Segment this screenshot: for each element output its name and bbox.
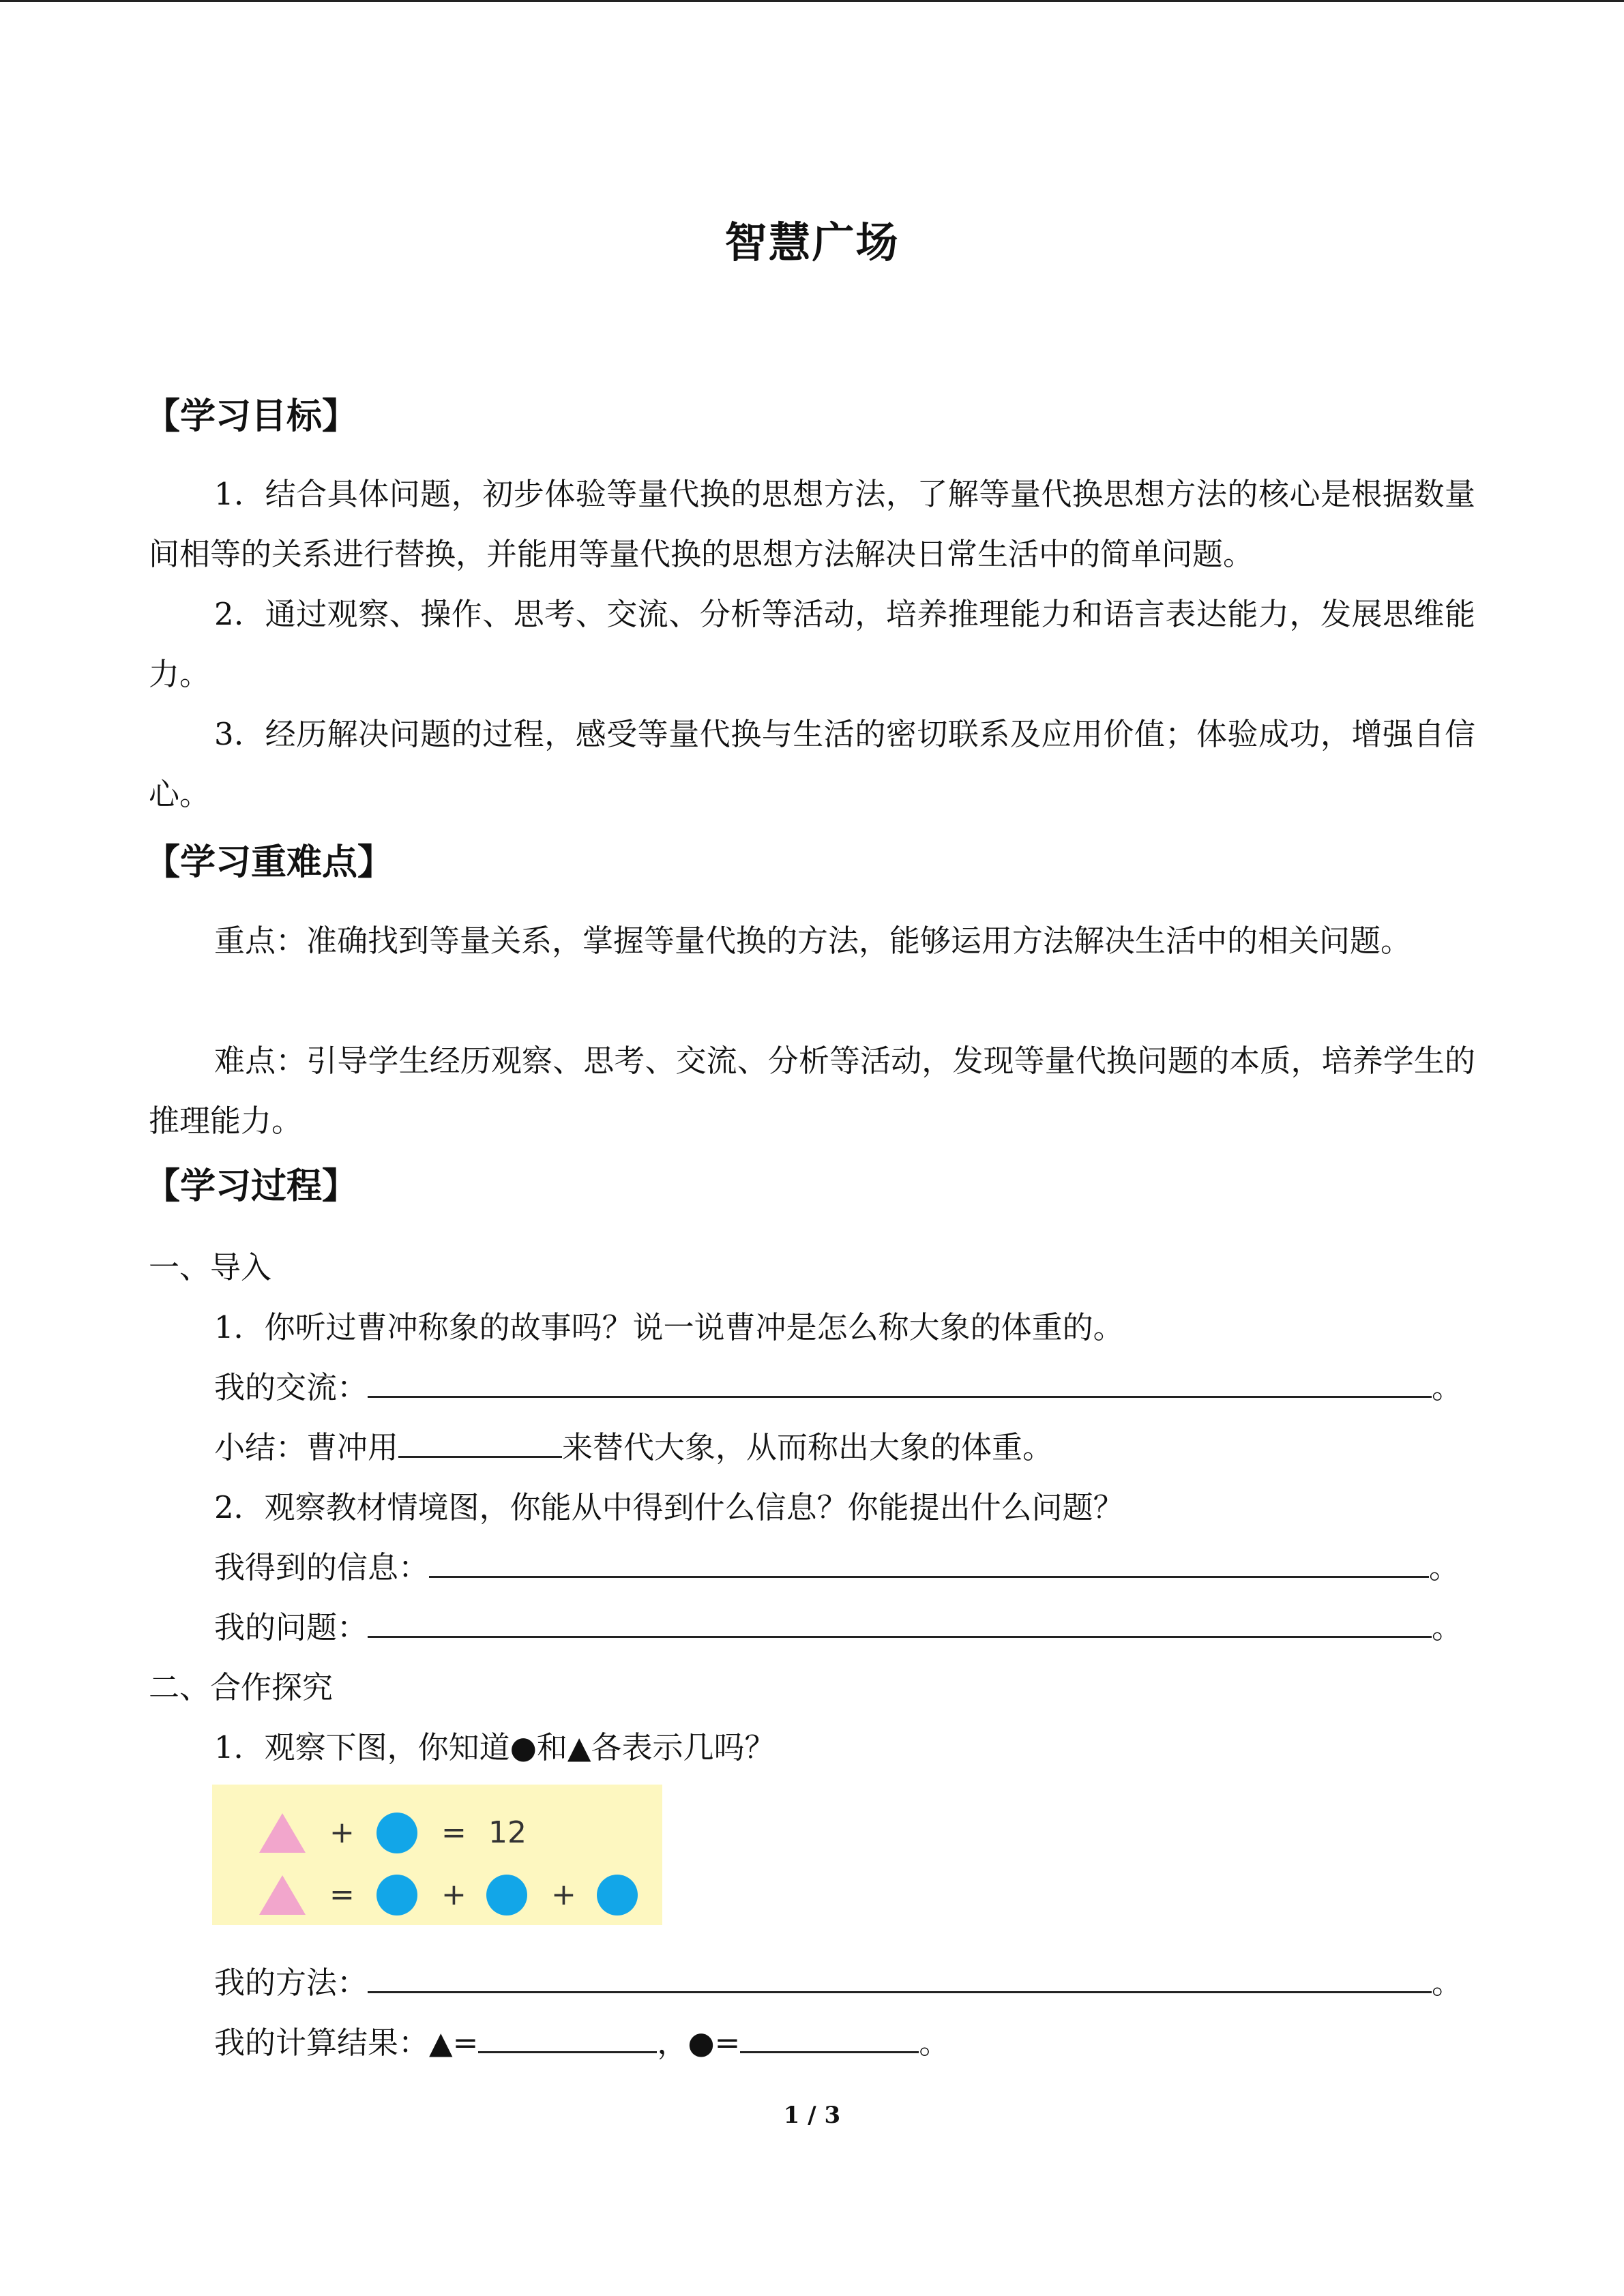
summary-blank[interactable]: [398, 1455, 562, 1458]
my-exchange-blank[interactable]: [368, 1395, 1432, 1398]
period: 。: [1429, 1549, 1460, 1585]
equals-sign: =: [441, 1815, 467, 1850]
equals-sign: =: [329, 1877, 355, 1912]
goal-item-2: 2．通过观察、操作、思考、交流、分析等活动，培养推理能力和语言表达能力，发展思维能力。: [149, 596, 1475, 692]
period: 。: [919, 2025, 950, 2061]
method-line: [214, 1953, 1462, 2013]
part2-heading: 二、合作探究: [149, 1669, 334, 1705]
comma: ，: [657, 2025, 688, 2061]
page-title: 智慧广场: [724, 218, 900, 267]
result-label: 我的计算结果：: [214, 2025, 430, 2061]
triangle-icon: [259, 1813, 306, 1853]
question-blank[interactable]: [368, 1635, 1432, 1638]
circle-blank[interactable]: [740, 2051, 919, 2053]
section-goals-heading: 【学习目标】: [145, 396, 358, 437]
method-blank[interactable]: [368, 1991, 1432, 1993]
circle-icon: [486, 1875, 527, 1915]
period: 。: [1432, 1609, 1463, 1645]
plus-sign: +: [441, 1877, 467, 1912]
goal-item-3: 3．经历解决问题的过程，感受等量代换与生活的密切联系及应用价值；体验成功，增强自信心。: [149, 716, 1475, 812]
part2-question-1: 1．观察下图，你知道●和▲各表示几吗？: [214, 1729, 776, 1765]
info-line: [214, 1538, 1460, 1598]
circle-icon: [377, 1813, 417, 1853]
formula-figure: [212, 1785, 662, 1925]
info-blank[interactable]: [429, 1575, 1429, 1578]
plus-sign: +: [329, 1815, 355, 1850]
my-exchange-label: 我的交流：: [214, 1369, 368, 1405]
triangle-blank[interactable]: [478, 2051, 657, 2053]
difficult-point: 难点：引导学生经历观察、思考、交流、分析等活动，发现等量代换问题的本质，培养学生的推理能力。: [149, 1043, 1475, 1139]
my-exchange-line: [214, 1358, 1462, 1418]
circle-icon: [377, 1875, 417, 1915]
top-border: [0, 0, 1624, 2]
part1-heading: 一、导入: [149, 1249, 272, 1285]
section-process-heading: 【学习过程】: [145, 1165, 358, 1207]
summary-label: 小结：曹冲用: [214, 1429, 399, 1465]
circle-icon: [597, 1875, 638, 1915]
period: 。: [1432, 1965, 1463, 2001]
period: 。: [1432, 1369, 1463, 1405]
circle-equals: ●=: [688, 2025, 741, 2061]
triangle-icon: [259, 1875, 306, 1915]
part1-question-2: 2．观察教材情境图，你能从中得到什么信息？你能提出什么问题？: [214, 1489, 1124, 1525]
triangle-equals: ▲=: [429, 2025, 479, 2061]
summary-line: [214, 1418, 1053, 1478]
plus-sign: +: [551, 1877, 576, 1912]
summary-text: 来替代大象，从而称出大象的体重。: [562, 1429, 1054, 1465]
question-line: [214, 1598, 1462, 1658]
section-keypoints-heading: 【学习重难点】: [145, 841, 394, 883]
key-point: 重点：准确找到等量关系，掌握等量代换的方法，能够运用方法解决生活中的相关问题。: [214, 923, 1412, 959]
result-line: [214, 2013, 949, 2073]
page-number: 1 / 3: [783, 2102, 841, 2129]
question-label: 我的问题：: [214, 1609, 368, 1645]
method-label: 我的方法：: [214, 1965, 368, 2001]
sum-value: 12: [488, 1815, 527, 1850]
goal-item-1: 1．结合具体问题，初步体验等量代换的思想方法，了解等量代换思想方法的核心是根据数量间相等的关系进行替换，并能用等量代换的思想方法解决日常生活中的简单问题。: [149, 476, 1475, 572]
info-label: 我得到的信息：: [214, 1549, 430, 1585]
part1-question-1: 1．你听过曹冲称象的故事吗？说一说曹冲是怎么称大象的体重的。: [214, 1309, 1124, 1345]
